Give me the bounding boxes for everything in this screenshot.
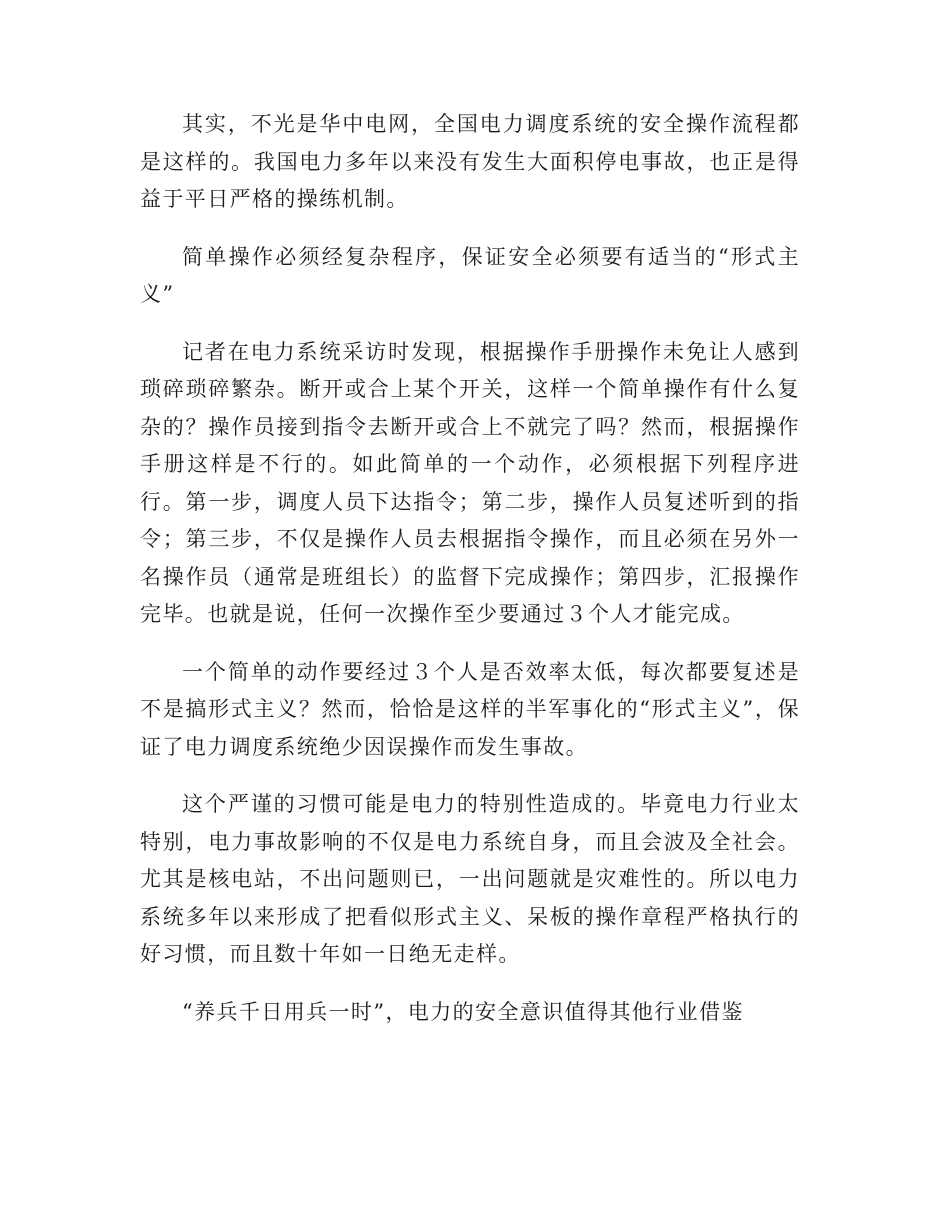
paragraph-4: 这个严谨的习惯可能是电力的特别性造成的。毕竟电力行业太特别，电力事故影响的不仅是电力系统自身，而且会波及全社会。尤其是核电站，不出问题则已，一出问题就是灾难性的。所以电力系统多年以来形成了把看似形式主义、呆板的操作章程严格执行的好习惯，而且数十年如一日绝无走样。 — [140, 792, 800, 966]
paragraph-3: 一个简单的动作要经过３个人是否效率太低，每次都要复述是不是搞形式主义？然而，恰恰是这样的半军事化的“形式主义”，保证了电力调度系统绝少因误操作而发生事故。 — [140, 659, 800, 759]
section-heading: 简单操作必须经复杂程序，保证安全必须要有适当的“形式主义” — [140, 244, 800, 306]
paragraph-1: 其实，不光是华中电网，全国电力调度系统的安全操作流程都是这样的。我国电力多年以来没有发生大面积停电事故，也正是得益于平日严格的操练机制。 — [140, 112, 800, 211]
document-body — [140, 106, 800, 1051]
closing-heading: “养兵千日用兵一时”，电力的安全意识值得其他行业借鉴 — [182, 999, 744, 1024]
paragraph-2: 记者在电力系统采访时发现，根据操作手册操作未免让人感到琐碎琐碎繁杂。断开或合上某个开关，这样一个简单操作有什么复杂的？操作员接到指令去断开或合上不就完了吗？然而，根据操作手册这样是不行的。如此简单的一个动作，必须根据下列程序进行。第一步，调度人员下达指令；第二步，操作人员复述听到的指令；第三步，不仅是操作人员去根据指令操作，而且必须在另外一名操作员（通常是班组长）的监督下完成操作；第四步，汇报操作完毕。也就是说，任何一次操作至少要通过３个人才能完成。 — [140, 339, 800, 626]
